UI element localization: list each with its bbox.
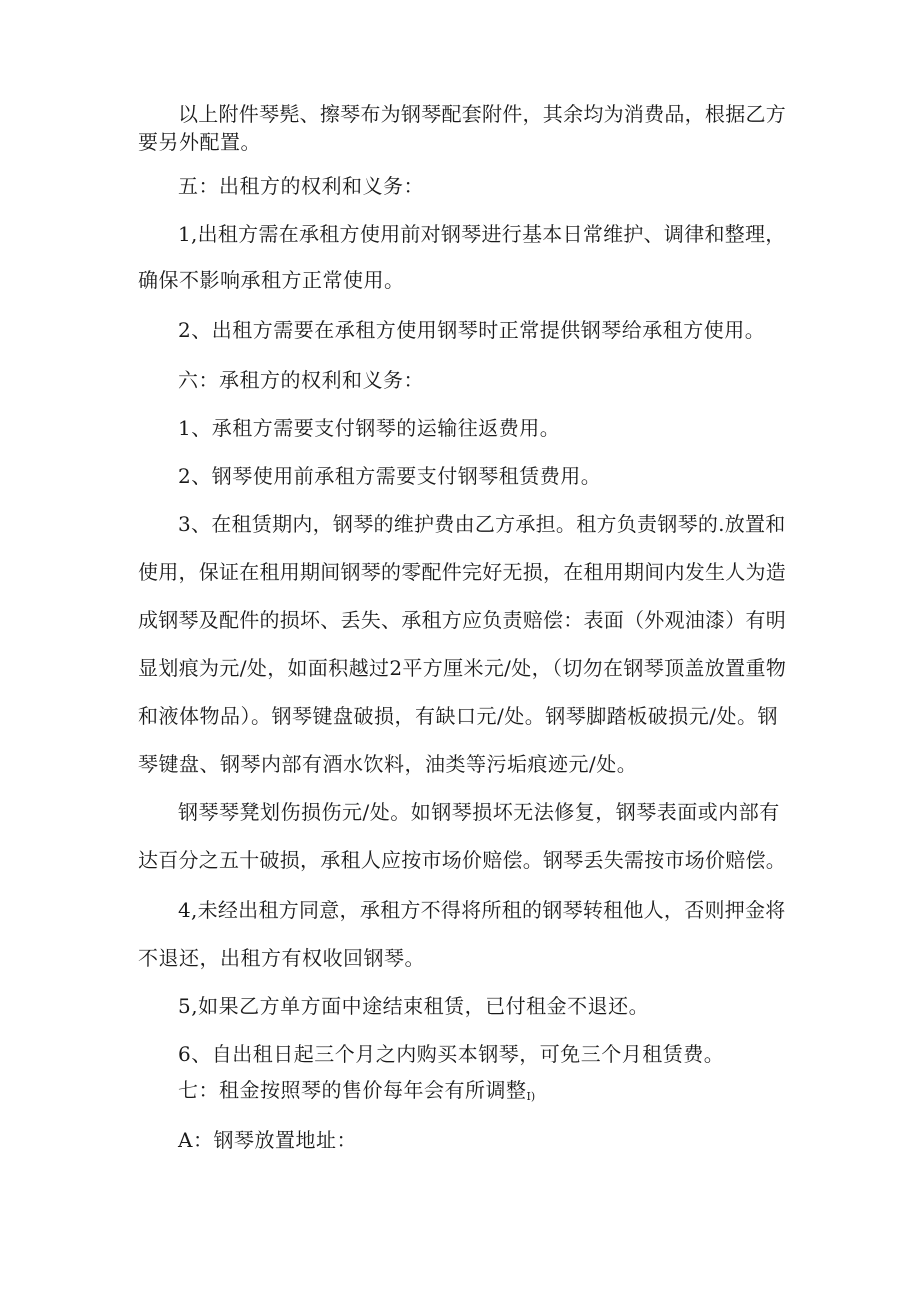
section-heading xyxy=(178,1076,535,1111)
paragraph-line: 使用，保证在租用期间钢琴的零配件完好无损，在租用期间内发生人为造 xyxy=(138,560,786,584)
section-heading: 五：出租方的权利和义务： xyxy=(178,174,424,198)
paragraph-line: 4,未经出租方同意，承租方不得将所租的钢琴转租他人，否则押金将 xyxy=(178,898,786,922)
paragraph-line: 2、钢琴使用前承租方需要支付钢琴租赁费用。 xyxy=(178,464,602,488)
paragraph-line: 显划痕为元/处，如面积越过2平方厘米元/处，（切勿在钢琴顶盖放置重物 xyxy=(138,656,787,680)
section-heading: 六：承租方的权利和义务： xyxy=(178,368,424,392)
paragraph-line: 琴键盘、钢琴内部有酒水饮料，油类等污垢痕迹元/处。 xyxy=(138,752,638,776)
paragraph-line: 1、承租方需要支付钢琴的运输往返费用。 xyxy=(178,416,561,440)
paragraph-line: 3、在租赁期内，钢琴的维护费由乙方承担。租方负责钢琴的.放置和 xyxy=(178,512,786,536)
paragraph-line: 6、自出租日起三个月之内购买本钢琴，可免三个月租赁费。 xyxy=(178,1042,725,1066)
paragraph-line: 要另外配置。 xyxy=(138,130,261,154)
paragraph-line: 钢琴琴凳划伤损伤元/处。如钢琴损坏无法修复，钢琴表面或内部有 xyxy=(178,800,780,824)
paragraph-line: 确保不影响承租方正常使用。 xyxy=(138,268,405,292)
heading-text: 七：租金按照琴的售价每年会有所调整 xyxy=(178,1078,527,1102)
paragraph-line: 2、出租方需要在承租方使用钢琴时正常提供钢琴给承租方使用。 xyxy=(178,318,766,342)
paragraph-line: 成钢琴及配件的损坏、丢失、承租方应负责赔偿：表面（外观油漆）有明 xyxy=(138,608,786,632)
trailing-mark: I) xyxy=(526,1090,536,1103)
paragraph-line: 1,出租方需在承租方使用前对钢琴进行基本日常维护、调律和整理， xyxy=(178,222,786,246)
paragraph-line: 不退还，出租方有权收回钢琴。 xyxy=(138,946,425,970)
paragraph-line: 5,如果乙方单方面中途结束租赁，已付租金不退还。 xyxy=(178,994,650,1018)
paragraph-line: 以上附件琴髡、擦琴布为钢琴配套附件，其余均为消费品，根据乙方 xyxy=(178,102,786,126)
paragraph-line: 和液体物品）。钢琴键盘破损，有缺口元/处。钢琴脚踏板破损元/处。钢 xyxy=(138,704,778,728)
paragraph-line: 达百分之五十破损，承租人应按市场价赔偿。钢琴丢失需按市场价赔偿。 xyxy=(138,848,786,872)
paragraph-line: A：钢琴放置地址： xyxy=(178,1128,357,1152)
